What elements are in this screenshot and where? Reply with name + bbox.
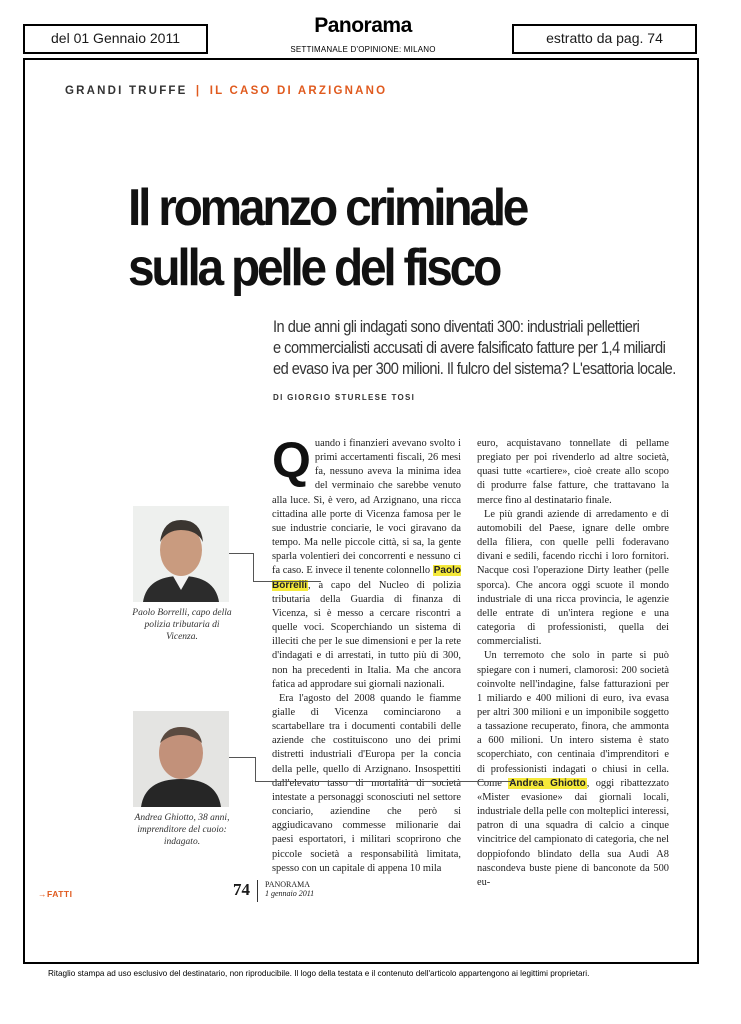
text-column-2 [477,437,669,888]
paragraph [477,649,669,890]
folio-masthead: PANORAMA [265,880,311,889]
highlight-ghiotto: Andrea Ghiotto [509,777,586,789]
paragraph [272,432,461,692]
headline-line-2: sulla pelle del fisco [128,239,500,297]
portrait-ghiotto [133,711,229,807]
date-label: del 01 Gennaio 2011 [51,30,180,46]
paragraph-text: , a capo del Nucleo di polizia tributaria della Guardia di finanza di Vicenza, si è messo a cercare riscontri a quelle voci. Scoperchiando un sistema di illeciti che per le sue dimensioni e per la rete d'indagati e di arrestati, in tutto più di 300, non ha precedenti in Italia. Ma che ancora fatica ad approdare sui giornali nazionali. [272,579,461,690]
paragraph: Era l'agosto del 2008 quando le fiamme gialle di Vicenza cominciarono a scartabellare tra i documenti contabili delle aziende che costituiscono uno dei primi distretti industriali d'Europa per la concia della pelle, quello di Arzignano. Insospettiti dall'elevato tasso di mortalità di società intestate a personaggi sconosciuti nel settore conciario, aziendine che però si aggiudicavano commesse milionarie dai paesi esportatori, i militari scoprirono che piccole società a responsabilità limitata, spesso con un capitale di appena 10 mila [272,692,461,874]
paragraph-text: uando i finanzieri avevano svolto i primi accertamenti fiscali, 26 mesi fa, nessuno aveva la minima idea del verminaio che sarebbe venuto alla luce. Sì, è vero, ad Arzignano, una ricca cittadina alle porte di Vicenza famosa per le sue industrie conciarie, le voci giravano da tempo. Ma nelle piccole città, si sa, la gente sparla volentieri dei concorrenti e nessuno ci fa caso. E invece il tenente colonnello [272,438,461,577]
caption-borrelli: Paolo Borrelli, capo della polizia tributaria di Vicenza. [132,608,232,642]
deck [273,316,741,379]
deck-line-3: ed evaso iva per 300 milioni. Il fulcro del sistema? L'esattoria locale. [273,359,676,378]
page-box [512,24,697,54]
connector-borrelli-tail [253,581,321,582]
paragraph-text: Un terremoto che solo in parte si può spiegare con i numeri, clamorosi: 200 società coinvolte nell'indagine, false fatturazioni per 1 miliardo e 400 milioni di euro, iva evasa per altri 300 milioni e un imponibile soggetto a tassazione recuperato, finora, che ammonta a 600 milioni. Un intero sistema è stato scoperchiato, con centinaia d'imprenditori e di professionisti indagati o chiusi in cella. Come [477,650,669,789]
paragraph: Le più grandi aziende di arredamento e di automobili del Paese, ignare delle ombre della filiera, con quelle pelli foderavano divani e sedili, facendo ricchi i loro fornitori. Nacque così l'operazione Dirty leather (pelle sporca). Che ancora oggi scuote il mondo industriale di una ricca provincia, le agenzie delle entrate di un'intera regione e una categoria di professionisti, quella dei commercialisti. [477,508,669,648]
portrait-ghiotto-image [133,711,229,807]
section-label: GRANDI TRUFFE [65,85,188,97]
highlight-borrelli: Paolo Borrelli [272,565,461,591]
dropcap: Q [272,432,311,488]
connector-ghiotto [229,757,256,782]
connector-ghiotto-tail [255,781,515,782]
folio-date: 1 gennaio 2011 [265,889,315,898]
folio-text [265,880,314,898]
connector-borrelli [229,553,254,582]
deck-line-2: e commercialisti accusati di avere falsificato fatture per 1,4 miliardi [273,338,666,357]
paragraph: euro, acquistavano tonnellate di pellame pregiato per poi rivenderlo ad altre società, quasi tutte «cartiere», cioè create allo scopo di produrre false fatture, che trattavano la merce fino al destinatario finale. [477,438,669,506]
byline: DI GIORGIO STURLESE TOSI [273,393,416,402]
portrait-borrelli-image [133,506,229,602]
caption-ghiotto: Andrea Ghiotto, 38 anni, imprenditore del cuoio: indagato. [134,813,230,847]
article-clipping [23,58,699,964]
masthead-subtitle: SETTIMANALE D'OPINIONE: MILANO [290,45,436,54]
page-folio [233,880,314,902]
fatti-link[interactable]: →FATTI [38,889,73,899]
rubric-separator: | [195,85,202,97]
paragraph-text: , oggi ribattezzato «Mister evasione» dai giornali locali, industriale della pelle con molteplici interessi, patron di una squadra di calcio a cinque vincitrice del campionato di categoria, che nel doppiofondo blindato della sua Audi A8 nascondeva buste piene di banconote da 500 eu- [477,777,669,888]
date-box [23,24,208,54]
masthead-logo: Panorama [314,14,412,37]
headline-line-1: Il romanzo criminale [128,179,527,237]
masthead [283,14,443,54]
deck-line-1: In due anni gli indagati sono diventati 300: industriali pellettieri [273,317,640,336]
section-rubric [65,85,387,97]
copyright-note: Ritaglio stampa ad uso esclusivo del destinatario, non riproducibile. Il logo della testata e il contenuto dell'articolo appartengono ai legittimi proprietari. [48,969,590,978]
page-label: estratto da pag. 74 [546,30,663,46]
folio-rule [257,880,258,902]
text-column-1 [272,432,461,874]
case-label: IL CASO DI ARZIGNANO [209,85,388,97]
portrait-borrelli [133,506,229,602]
page-number: 74 [233,880,250,899]
